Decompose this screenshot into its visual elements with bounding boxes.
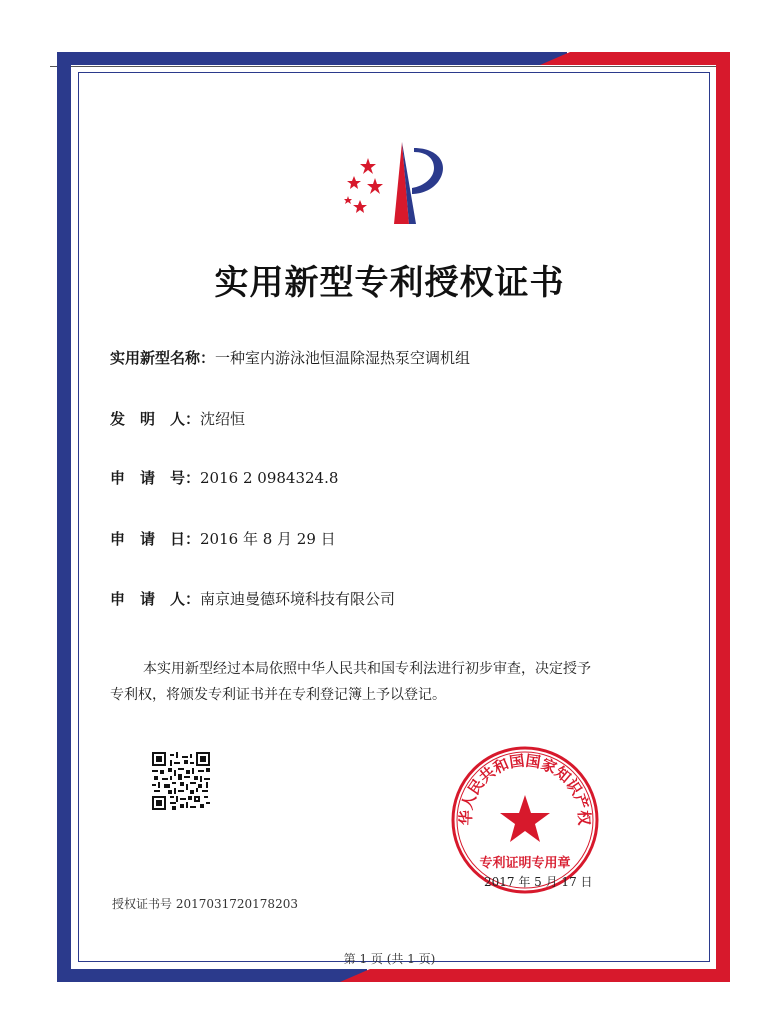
field-inventor bbox=[110, 408, 245, 429]
field-value: 2016 2 0984324.8 bbox=[200, 469, 339, 487]
certificate-number: 授权证书号 2017031720178203 bbox=[112, 897, 298, 911]
statement-line-1: 本实用新型经过本局依照中华人民共和国专利法进行初步审查，决定授予 bbox=[143, 661, 591, 677]
field-value: 2016 年 8 月 29 日 bbox=[200, 530, 336, 548]
border-top-blue bbox=[57, 52, 567, 65]
field-applicant bbox=[110, 588, 395, 609]
field-application-number bbox=[110, 467, 338, 488]
field-value: 一种室内游泳池恒温除湿热泵空调机组 bbox=[215, 349, 471, 367]
field-value: 南京迪曼德环境科技有限公司 bbox=[200, 590, 396, 608]
grant-statement bbox=[110, 656, 695, 708]
seal-inner-text: 专利证明专用章 bbox=[479, 856, 571, 871]
statement-line-2: 专利权，将颁发专利证书并在专利登记簿上予以登记。 bbox=[110, 687, 446, 703]
border-top-line bbox=[50, 66, 730, 67]
seal-date: 2017 年 5 月 17 日 bbox=[484, 875, 593, 889]
field-value: 沈绍恒 bbox=[200, 410, 246, 428]
field-application-date bbox=[110, 528, 336, 549]
page-indicator: 第 1 页 (共 1 页) bbox=[343, 952, 436, 966]
border-left-blue bbox=[57, 52, 71, 982]
qr-code-icon bbox=[152, 752, 210, 810]
field-label: 申 请 人： bbox=[110, 590, 201, 608]
border-right-red bbox=[716, 52, 730, 982]
seal-outer-text: 华人民共和国国家知识产权 bbox=[456, 751, 594, 826]
field-label: 申 请 日： bbox=[110, 530, 201, 548]
field-label: 申 请 号： bbox=[110, 469, 201, 487]
field-label: 发 明 人： bbox=[110, 410, 201, 428]
field-utility-model-name bbox=[110, 347, 470, 368]
field-label: 实用新型名称： bbox=[110, 349, 216, 367]
border-bottom-red bbox=[340, 969, 730, 982]
border-bottom-blue bbox=[57, 969, 367, 982]
border-top-red bbox=[540, 52, 730, 65]
certificate-title: 实用新型专利授权证书 bbox=[214, 263, 565, 303]
patent-office-emblem-icon bbox=[330, 138, 455, 228]
